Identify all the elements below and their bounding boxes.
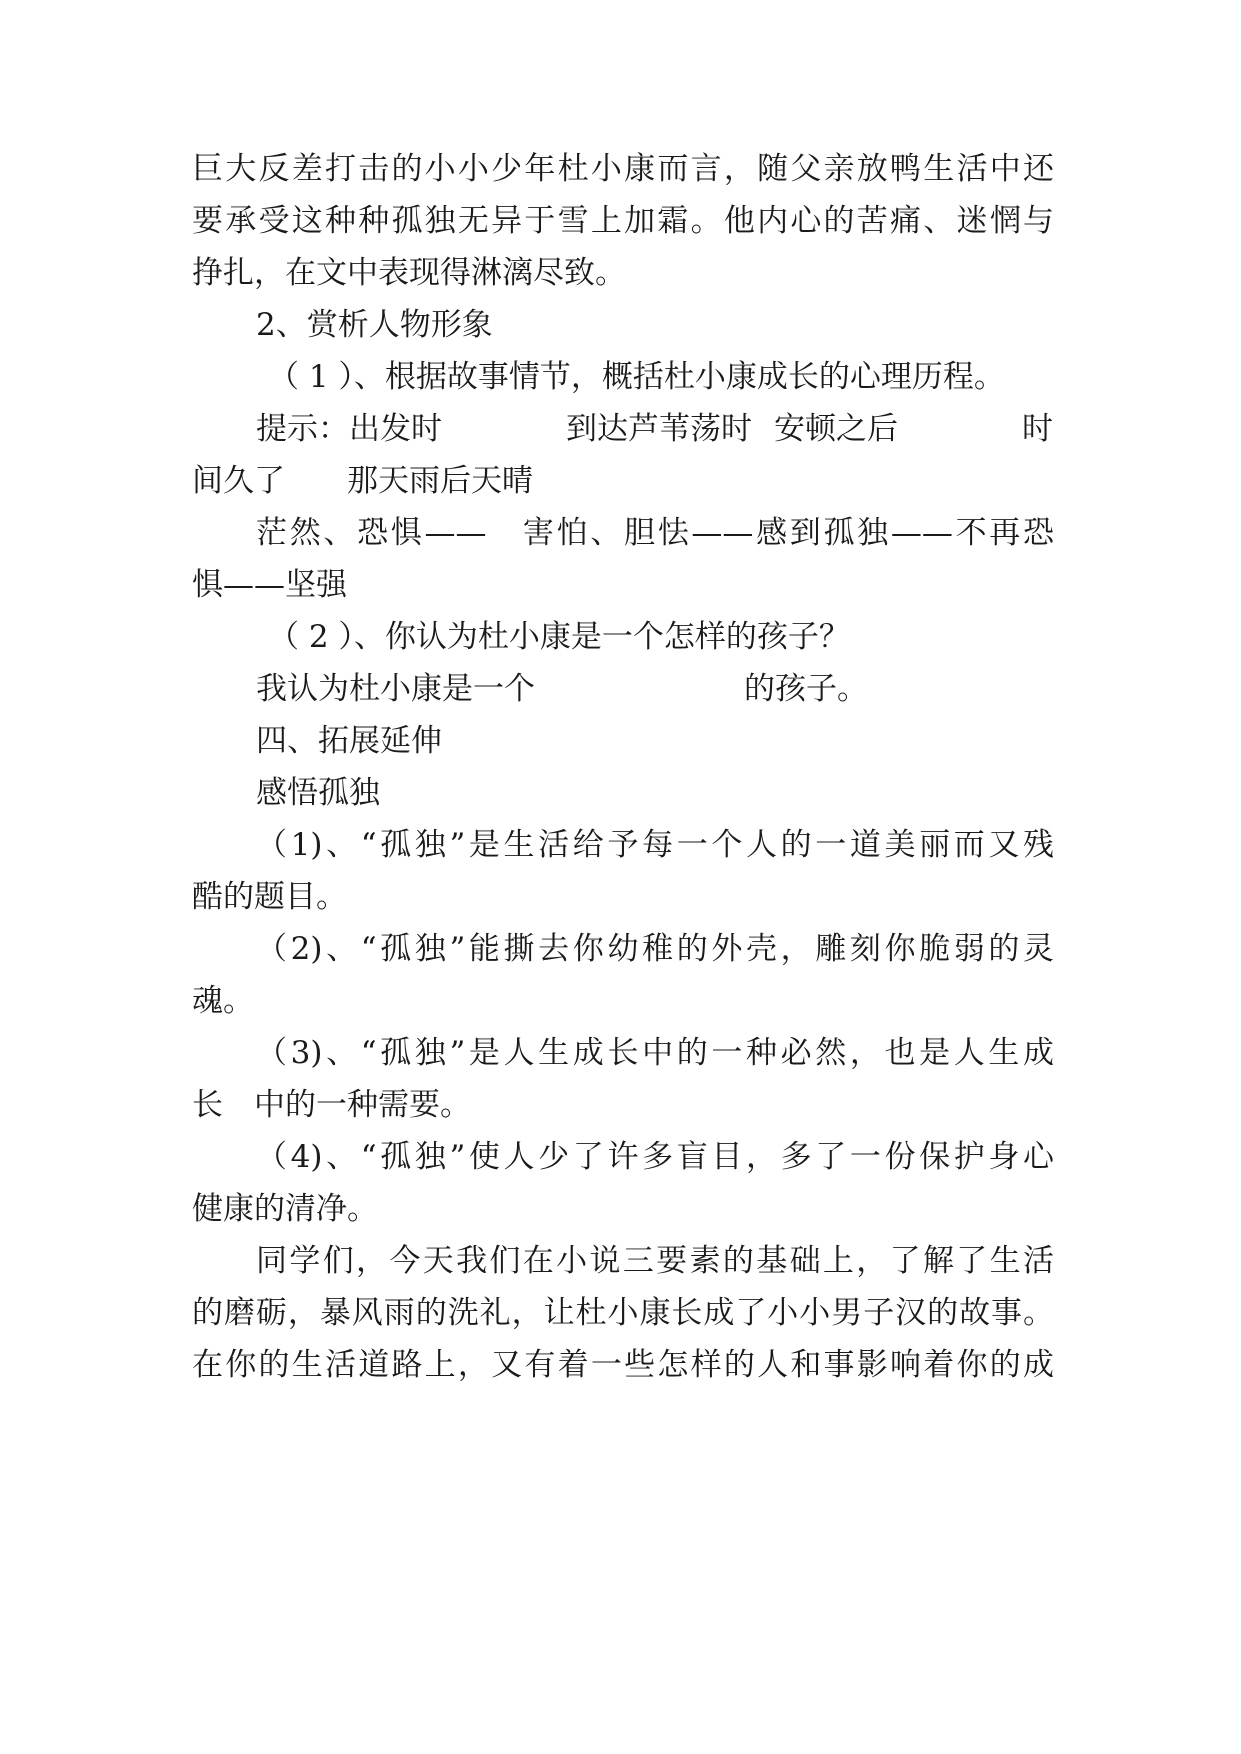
paragraph-line: 魂。 [192,983,254,1019]
hint-line [256,406,1054,452]
subheading: 感悟孤独 [256,775,380,811]
paragraph-line: （1)、“孤独”是生活给予每一个人的一道美丽而又残 [256,827,1054,863]
paragraph-line: 健康的清净。 [192,1191,378,1227]
paragraph-line: 长 中的一种需要。 [192,1087,471,1123]
paragraph-line: 巨大反差打击的小小少年杜小康而言，随父亲放鸭生活中还 [192,151,1054,187]
hint-stage: 到达芦苇荡时 [566,411,752,447]
question-line: （ 1 ）、根据故事情节，概括杜小康成长的心理历程。 [268,359,1005,395]
paragraph-line: 酷的题目。 [192,879,347,915]
paragraph-line: 的磨砺，暴风雨的洗礼，让杜小康长成了小小男子汉的故事。 [192,1295,1054,1331]
paragraph-line: 挣扎，在文中表现得淋漓尽致。 [192,255,626,291]
paragraph-line: （2)、“孤独”能撕去你幼稚的外壳，雕刻你脆弱的灵 [256,931,1054,967]
paragraph-line: 同学们，今天我们在小说三要素的基础上，了解了生活 [256,1243,1054,1279]
paragraph-line: 要承受这种种孤独无异于雪上加霜。他内心的苦痛、迷惘与 [192,203,1054,239]
paragraph-line: （4)、“孤独”使人少了许多盲目，多了一份保护身心 [256,1139,1054,1175]
paragraph-line: （3)、“孤独”是人生成长中的一种必然，也是人生成 [256,1035,1054,1071]
paragraph-line: 惧——坚强 [192,567,347,603]
fill-blank-after: 的孩子。 [744,671,868,707]
section-heading: 2、赏析人物形象 [256,307,493,343]
question-line: （ 2 ）、你认为杜小康是一个怎样的孩子？ [268,619,850,655]
hint-stage: 安顿之后 [774,411,898,447]
fill-blank-before: 我认为杜小康是一个 [256,671,535,707]
section-heading: 四、拓展延伸 [256,723,442,759]
hint-label: 提示：出发时 [256,411,442,447]
paragraph-line: 在你的生活道路上，又有着一些怎样的人和事影响着你的成 [192,1347,1054,1383]
hint-stage: 时 [1022,411,1053,447]
hint-line-continued: 间久了 那天雨后天晴 [192,463,533,499]
paragraph-line: 茫然、恐惧—— 害怕、胆怯——感到孤独——不再恐 [256,515,1054,551]
fill-blank-line [256,666,1054,712]
